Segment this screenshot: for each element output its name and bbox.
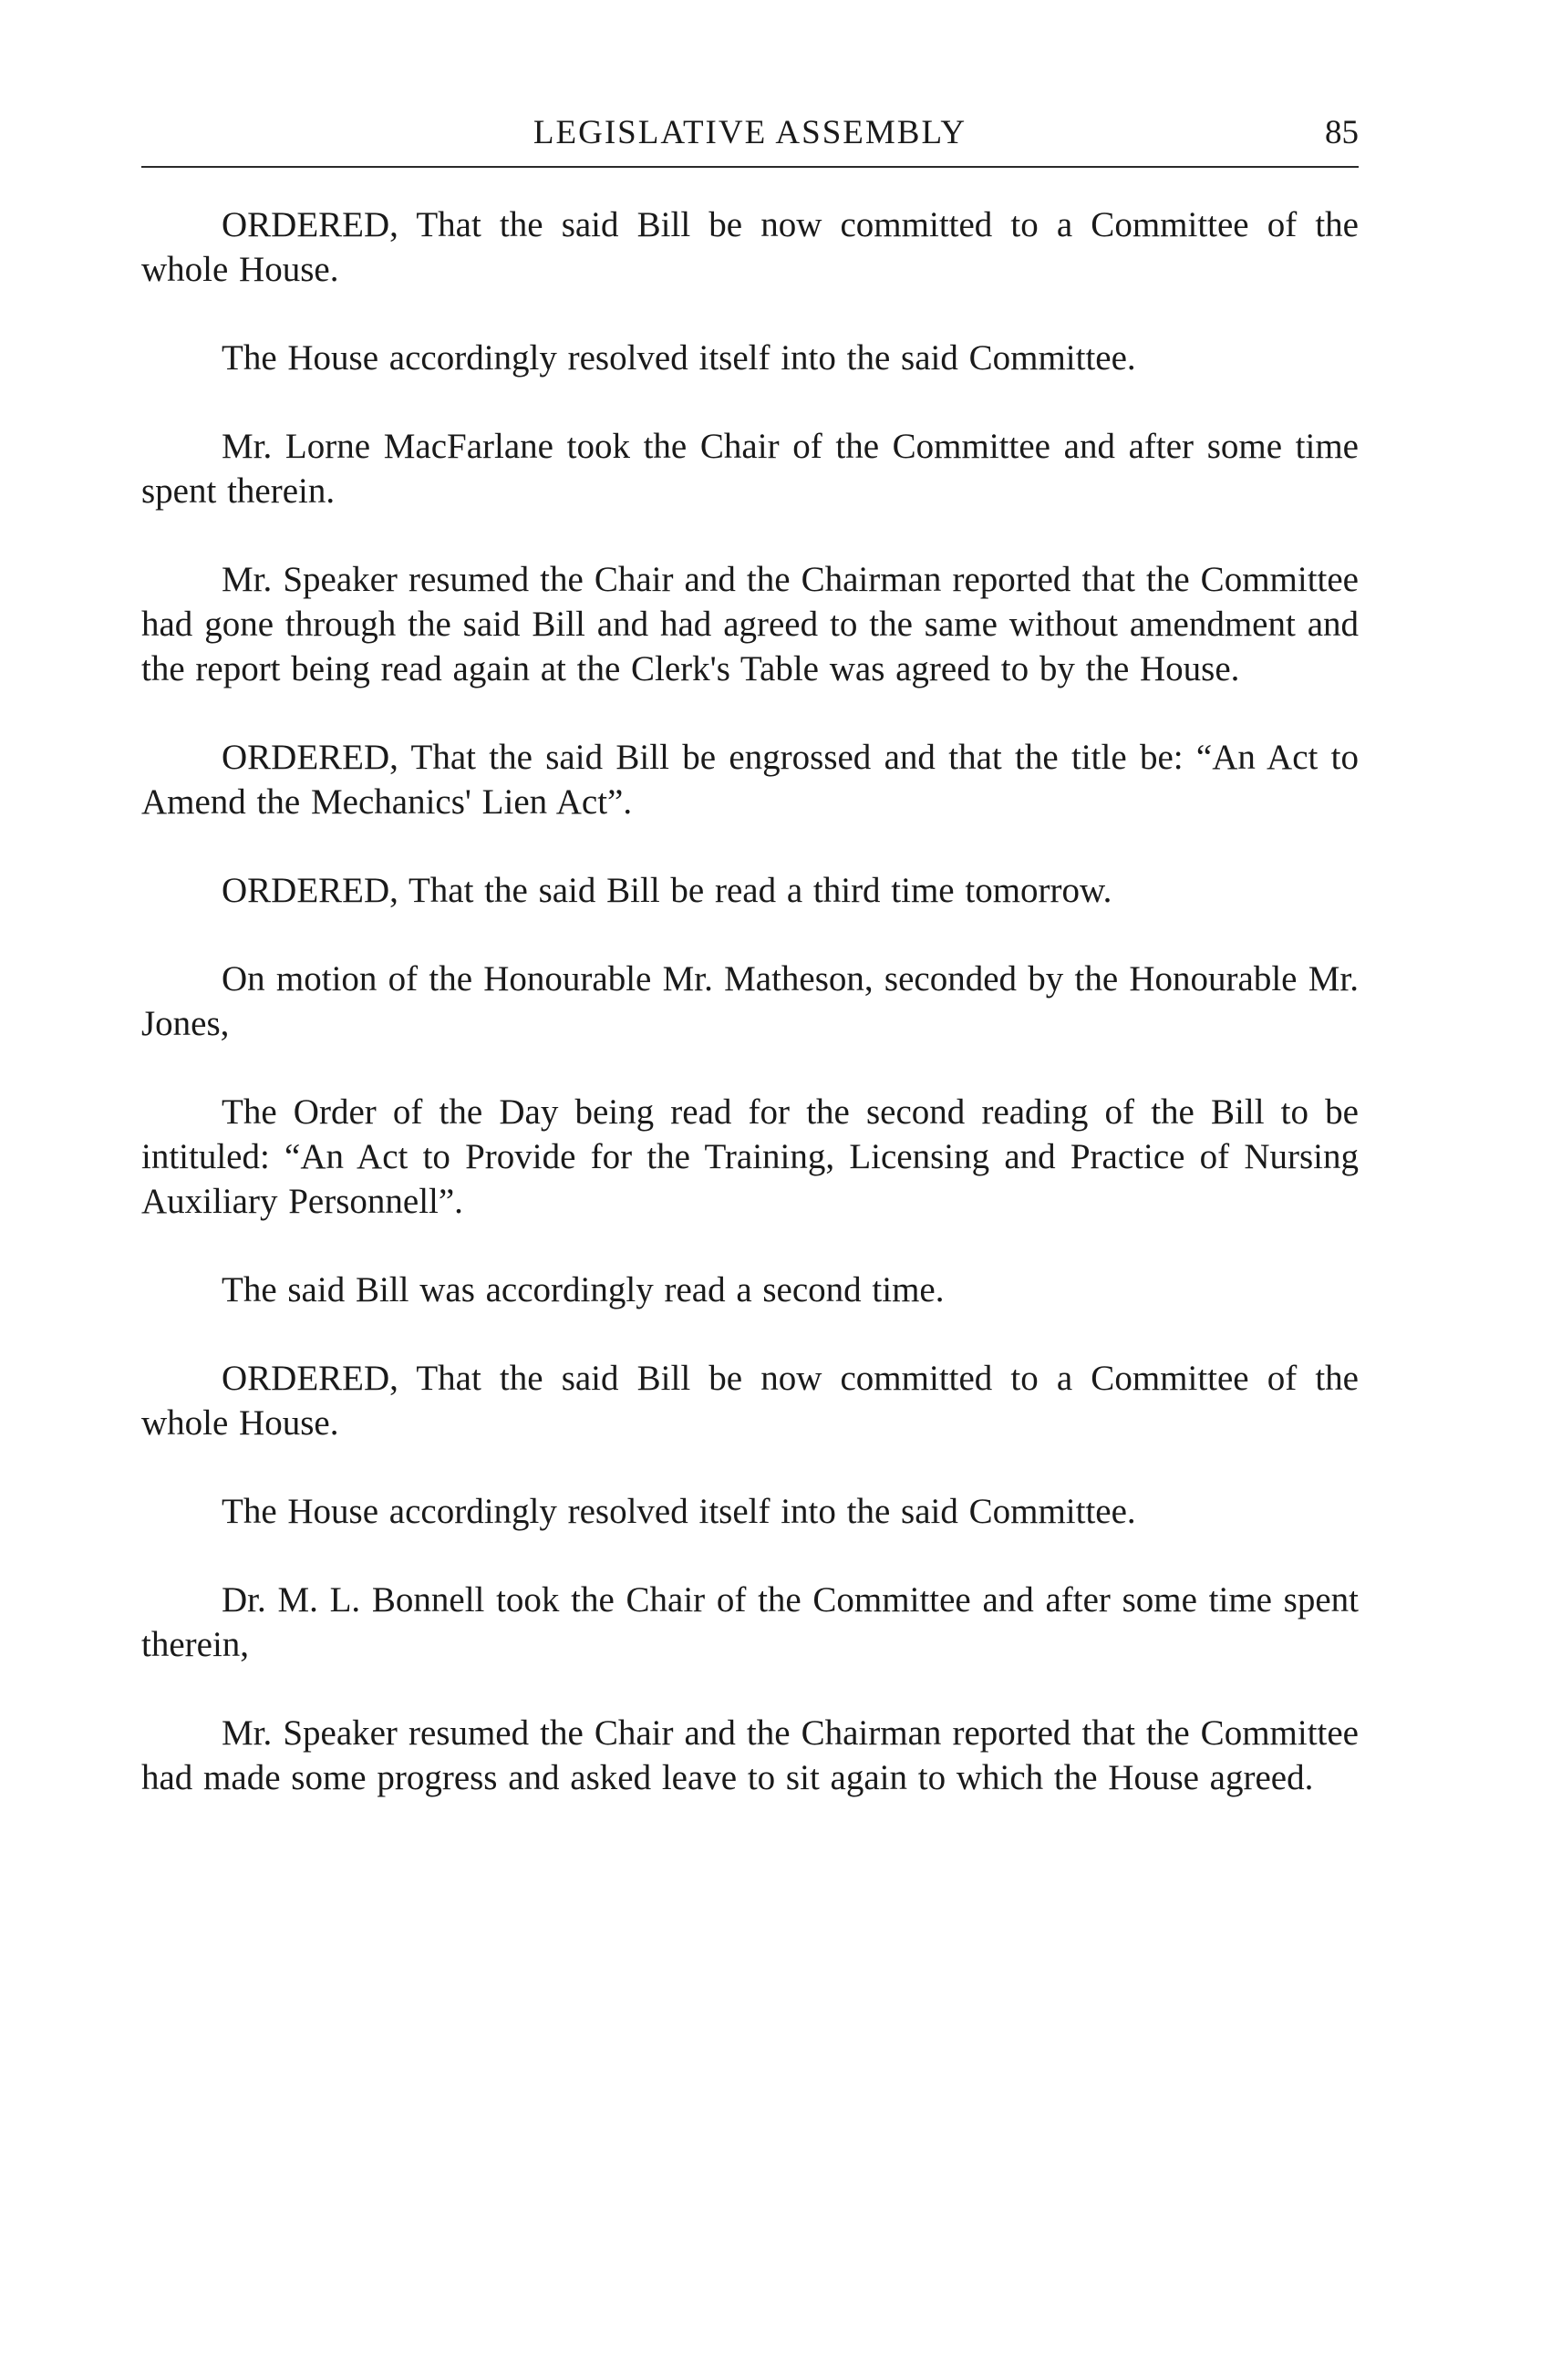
paragraph-ordered-third-reading: ORDERED, That the said Bill be read a third time tomorrow. — [222, 871, 1112, 910]
paragraph-speaker-resumed-2: Mr. Speaker resumed the Chair and the Chairman reported that the Committee had made some progress and asked leave to sit again to which the House agreed. — [141, 1713, 1359, 1797]
paragraph-ordered-committee: ORDERED, That the said Bill be now committed to a Committee of the whole House. — [141, 205, 1359, 289]
paragraph-motion: On motion of the Honourable Mr. Matheson, seconded by the Honourable Mr. Jones, — [141, 959, 1359, 1043]
paragraph-ordered-committee-2: ORDERED, That the said Bill be now committed to a Committee of the whole House. — [141, 1359, 1359, 1443]
page-number: 85 — [1325, 114, 1359, 151]
running-header-title: LEGISLATIVE ASSEMBLY — [533, 114, 967, 151]
paragraph-chair-taken-2: Dr. M. L. Bonnell took the Chair of the Committee and after some time spent therein, — [141, 1580, 1359, 1664]
body-text — [141, 202, 1359, 1844]
running-header — [141, 108, 1359, 162]
paragraph-house-resolved: The House accordingly resolved itself into the said Committee. — [222, 338, 1136, 378]
paragraph-chair-taken: Mr. Lorne MacFarlane took the Chair of the Committee and after some time spent therein. — [141, 427, 1359, 511]
paragraph-house-resolved-2: The House accordingly resolved itself into the said Committee. — [222, 1492, 1136, 1531]
paragraph-speaker-resumed: Mr. Speaker resumed the Chair and the Chairman reported that the Committee had gone through the said Bill and had agreed to the same without amendment and the report being read again at the Clerk's Table was agreed to by the House. — [141, 560, 1359, 688]
header-rule — [141, 166, 1359, 168]
paragraph-order-of-the-day: The Order of the Day being read for the second reading of the Bill to be intituled: “An Act to Provide for the Training, Licensing and Practice of Nursing Auxiliary Personnell”. — [141, 1092, 1359, 1221]
paragraph-ordered-engrossed: ORDERED, That the said Bill be engrossed and that the title be: “An Act to Amend the Mechanics' Lien Act”. — [141, 738, 1359, 822]
paragraph-second-reading: The said Bill was accordingly read a second time. — [222, 1270, 945, 1309]
